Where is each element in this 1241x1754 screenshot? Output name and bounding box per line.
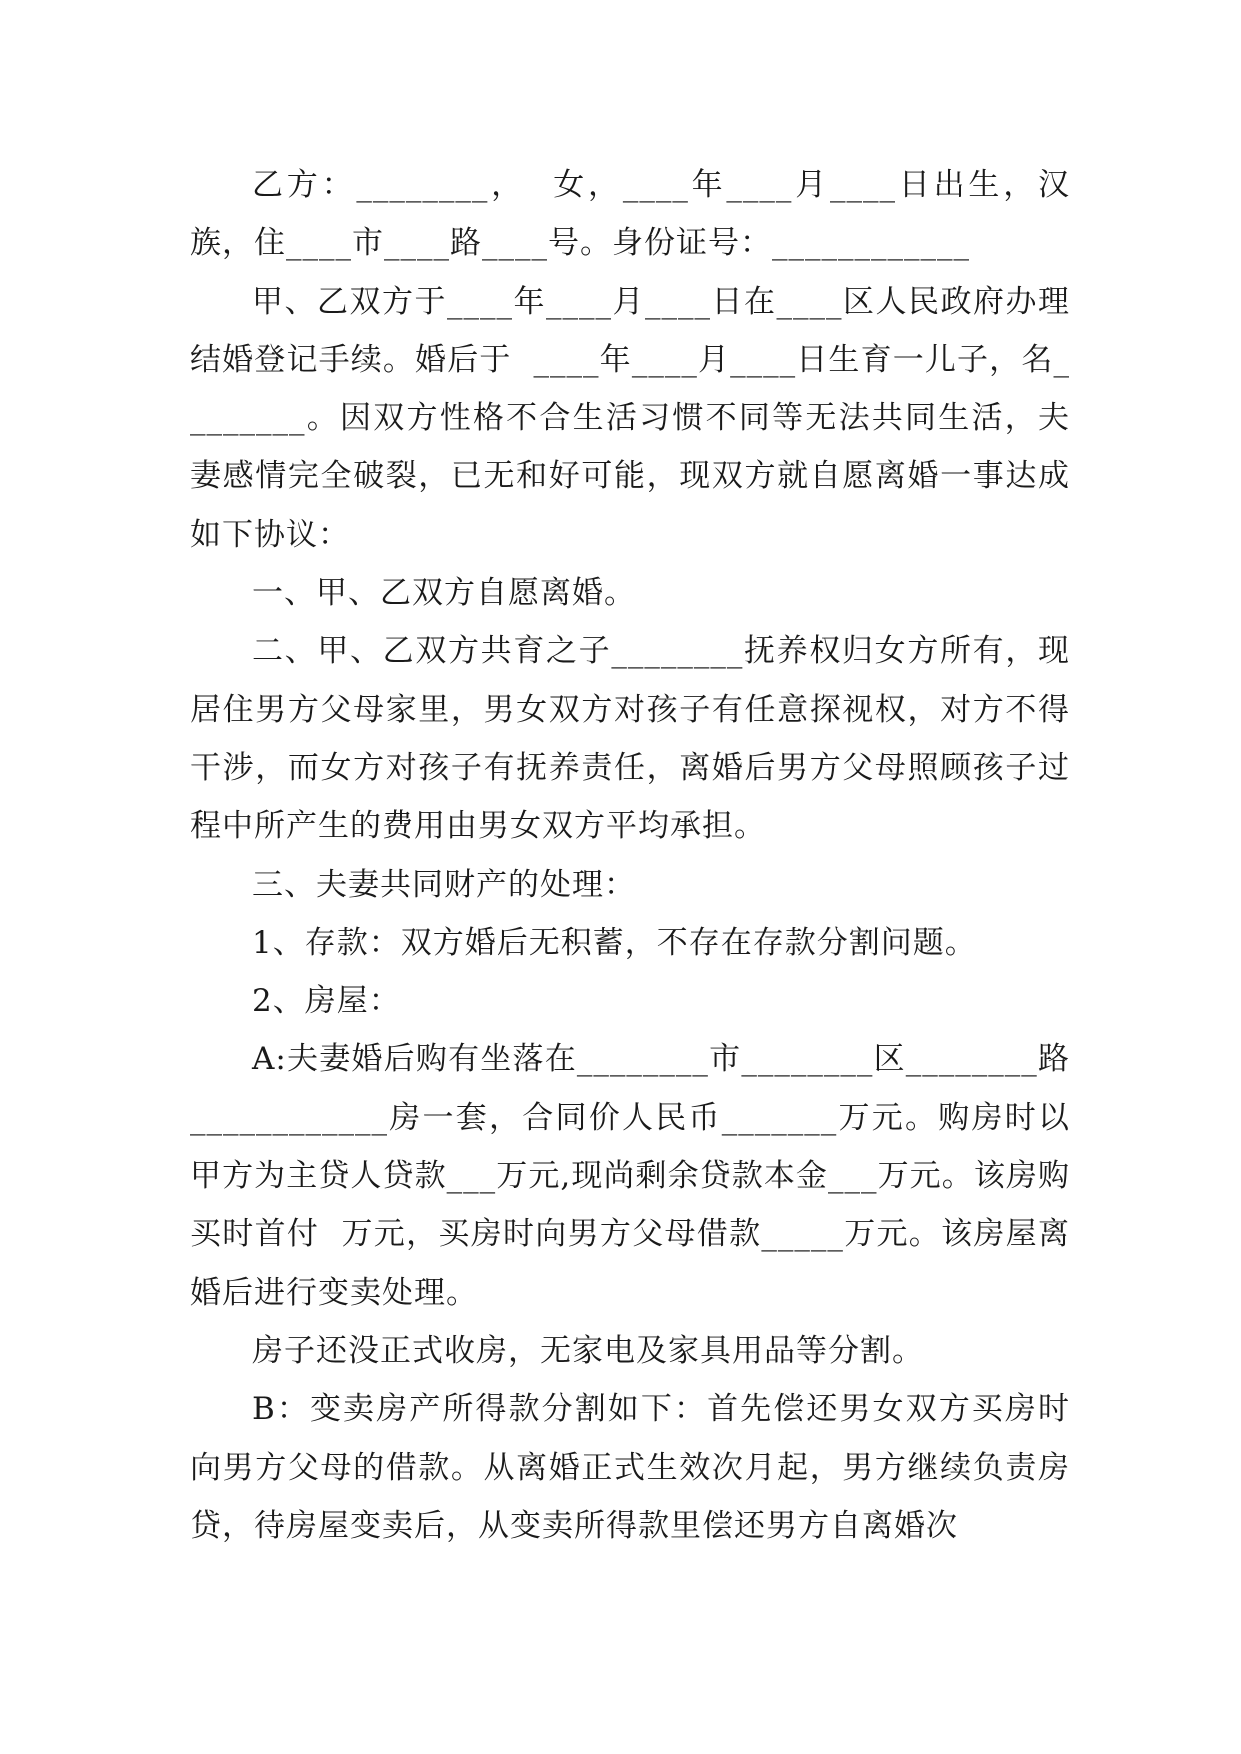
clause-3-2-b-sale-split: B：变卖房产所得款分割如下：首先偿还男女双方买房时向男方父母的借款。从离婚正式生效次月起，男方继续负责房贷，待房屋变卖后，从变卖所得款里偿还男方自离婚次 <box>190 1391 1070 1544</box>
agreement-body <box>190 156 1092 1555</box>
clause-3-1-savings: 1、存款：双方婚后无积蓄，不存在存款分割问题。 <box>252 924 977 961</box>
paragraph-marriage-info: 甲、乙双方于____年____月____日在____区人民政府办理结婚登记手续。婚后于 ____年____月____日生育一儿子，名________。因双方性格不合生活习惯不同等无法共同生活，夫妻感情完全破裂，已无和好可能，现双方就自愿离婚一事达成如下协议： <box>190 283 1070 553</box>
clause-2-custody: 二、甲、乙双方共育之子________抚养权归女方所有，现居住男方父母家里，男女双方对孩子有任意探视权，对方不得干涉，而女方对孩子有抚养责任，离婚后男方父母照顾孩子过程中所产生的费用由男女双方平均承担。 <box>190 633 1070 845</box>
clause-3-2-a-house: A:夫妻婚后购有坐落在________市________区________路 ____________房一套，合同价人民币_______万元。购房时以甲方为主贷人贷款___万元,现尚剩余贷款本金___万元。该房购买时首付 万元，买房时向男方父母借款_____万元。该房屋离婚后进行变卖处理。 <box>190 1041 1092 1311</box>
paragraph-party-b: 乙方：________， 女，____年____月____日出生，汉族，住____市____路____号。身份证号：____________ <box>190 167 1070 262</box>
clause-1-divorce: 一、甲、乙双方自愿离婚。 <box>252 575 636 612</box>
clause-3-property-heading: 三、夫妻共同财产的处理： <box>252 866 636 903</box>
paragraph-no-appliances: 房子还没正式收房，无家电及家具用品等分割。 <box>252 1332 924 1369</box>
clause-3-2-house-heading: 2、房屋： <box>252 983 401 1020</box>
